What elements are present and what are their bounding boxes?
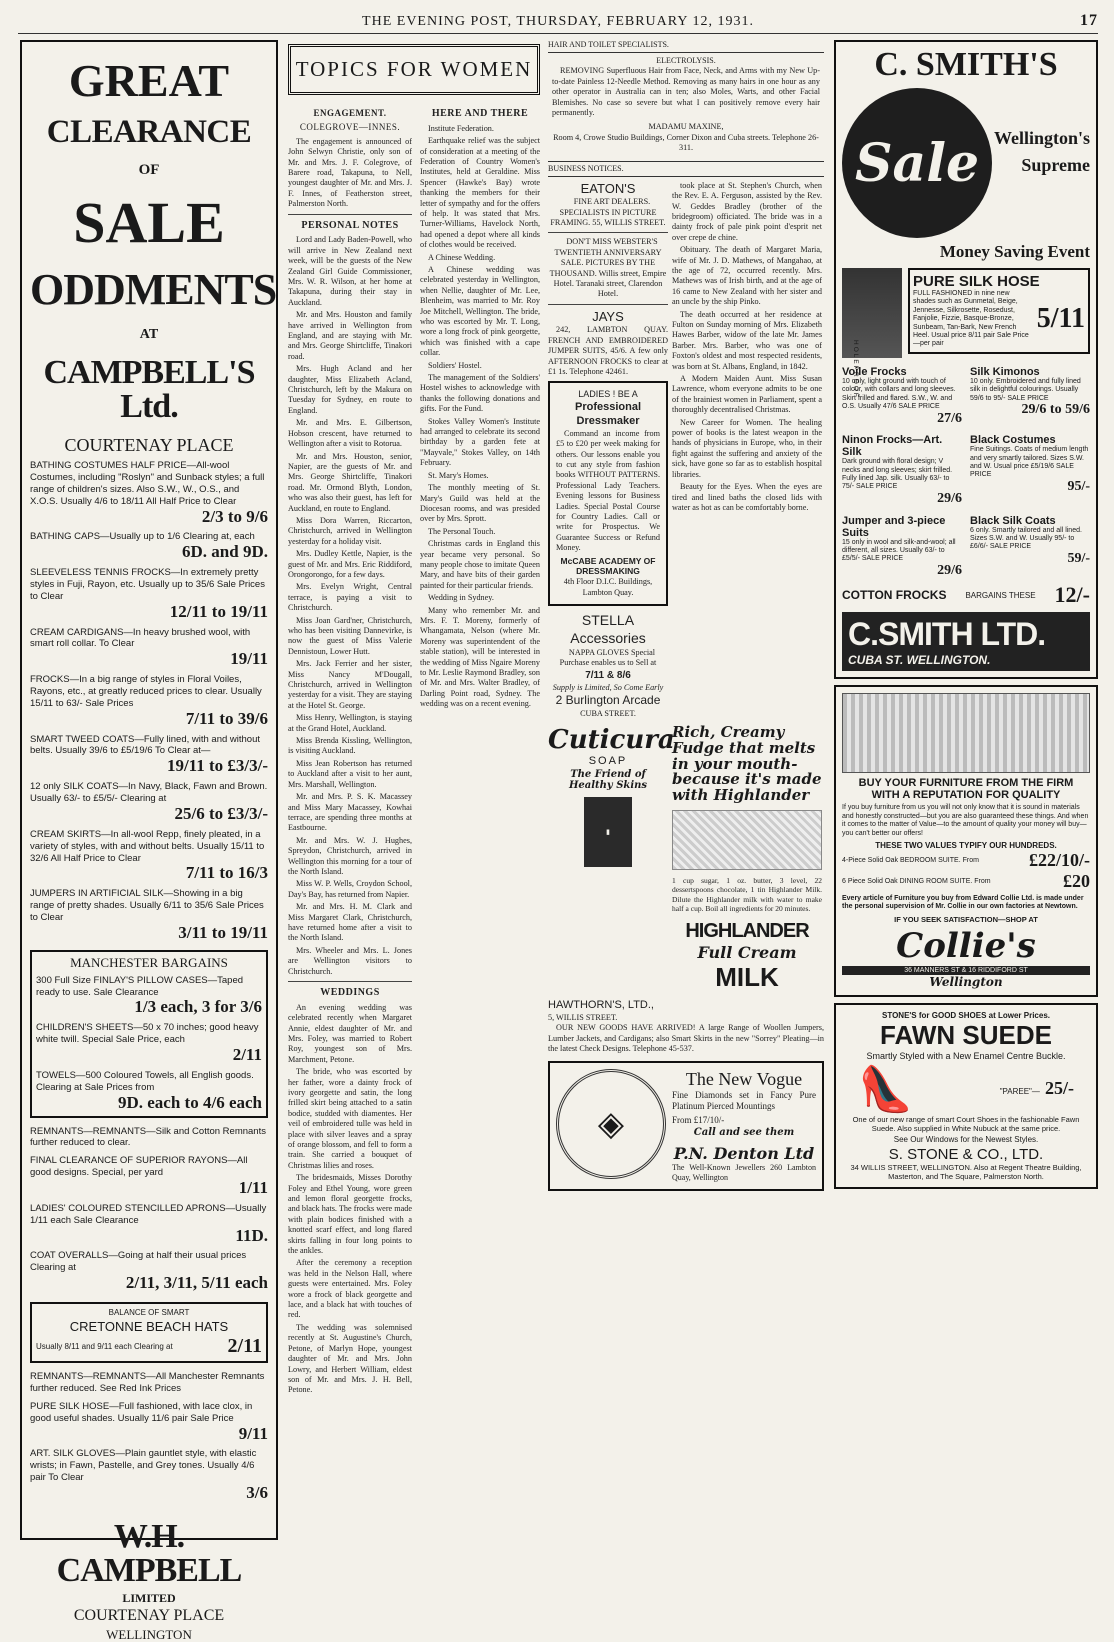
collie-every: Every article of Furniture you buy from Edward Collie Ltd. is made under the personal supervision of Mr. Collie in our own factories at Newtown. [842,894,1084,911]
sale-item-text: CREAM CARDIGANS—In heavy brushed wool, with smart roll collar. To Clear [30,626,251,650]
burlington: 2 Burlington Arcade [555,693,661,708]
more-items-list [30,1126,268,1293]
paragraph: Mrs. Jack Ferrier and her sister, Miss Nancy M'Dougall, Christchurch, arrived in Wellington yesterday for a visit. They are staying at the Hotel St. George. [288,659,412,710]
stella-ad [548,612,668,719]
fudge-recipe: 1 cup sugar, 1 oz. butter, 3 level, 22 dessertspoons chocolate, 1 tin Highlander Milk. Dilute the Highlander milk with water to make half a cup. Boil all ingredients for 20 minutes. [672,875,822,914]
hawthorn-ad [548,999,824,1055]
mccabe-addr: 4th Floor D.I.C. Buildings, Lambton Quay. [563,577,653,597]
topics-column [288,40,540,1540]
page-number: 17 [1080,12,1098,29]
cuticura: Cuticura [548,725,675,756]
paragraph: The monthly meeting of St. Mary's Guild was held at the Diocesan rooms, and was presided over by Mrs. Sprott. [420,483,540,524]
black-costumes: Black Costumes Fine Suitings. Coats of medium length and very smartly tailored. Sizes S.W. and W. Usual price £5/19/6 SALE PRICE 95/- [970,434,1090,494]
sale-item-text: REMNANTS—REMNANTS—Silk and Cotton Remnants further reduced to clear. [30,1125,266,1149]
paragraph: Mr. and Mrs. E. Gilbertson, Hobson crescent, have returned to Wellington after a visit to Rotorua. [288,418,412,449]
sale-item-price: 2/11 [232,1045,262,1065]
electrolysis: ELECTROLYSIS. [656,56,716,66]
supreme: Supreme [1021,155,1090,175]
here-head: HERE AND THERE [431,108,529,119]
hawthorn: HAWTHORN'S, LTD., [548,998,654,1011]
paragraph: Mrs. Hugh Acland and her daughter, Miss Elizabeth Acland, Christchurch, left by the Makura on Tuesday for Sydney, en route to England. [288,364,412,415]
sale-item [30,1448,268,1501]
webster-text: DON'T MISS WEBSTER'S TWENTIETH ANNIVERSARY SALE. PICTURES BY THE THOUSAND. Willis street, Empire Hotel. Taranaki street, Clarendon Hotel. [549,237,667,299]
dress-text: Command an income from £5 to £20 per week making for others. Our lessons enable you to cut any style from fashion books WITHOUT PATTERNS. Professional Lady Teachers. Evening lessons for Business Ladies. Special Postal Course for Country Ladies. Call or write for Prospectus. We Guarantee Success or Refund Money. [556,428,660,553]
paragraph: Miss Henry, Wellington, is staying at the Grand Hotel, Auckland. [288,713,412,733]
stone-windows: See Our Windows for the Newest Styles. [893,1134,1039,1144]
sale-item-price: 2/11, 3/11, 5/11 each [125,1273,268,1293]
collie-shop: IF YOU SEEK SATISFACTION—SHOP AT [894,914,1038,924]
fudge-ad [672,725,822,993]
sale-item-text: TOWELS—500 Coloured Towels, all English goods. Clearing at Sale Prices from [36,1069,254,1093]
sale-item [36,1022,262,1064]
paragraph: A Chinese Wedding. [428,252,496,262]
topics-columns [288,103,540,1398]
engagement-head: ENGAGEMENT. [313,108,387,118]
personal-notes [288,235,412,977]
paragraph: Mr. and Mrs. Houston, senior, Napier, are the guests of Mr. and Mrs. George Shirtcliffe, Tinakori road. Mr. Ormond Blyth, London, who was also their guest, has left for Auckland, en route to England. [288,451,412,513]
paragraph: Christmas cards in England this year became very personal. So many people chose to imitate Queen Mary, and have bits of their garden painted for their particular friends. [420,539,540,590]
jays: JAYS [592,308,624,324]
topics-banner [288,44,540,95]
sale-item-price: 7/11 to 16/3 [185,863,268,883]
paragraph: Wedding in Sydney. [428,593,494,603]
sale-item-text: BATHING CAPS—Usually up to 1/6 Clearing at, each [30,531,255,543]
stella-text: NAPPA GLOVES Special Purchase enables us to Sell at [559,647,657,667]
sale-item-price: 3/6 [246,1483,268,1502]
sale-disc [842,88,992,238]
sale-item-price: 19/11 to £3/3/- [166,756,268,776]
stone-addr: 34 WILLIS STREET, WELLINGTON. Also at Regent Theatre Building, Masterton, and The Square, Palmerston North. [850,1162,1082,1181]
paragraph: Institute Federation. [428,123,494,133]
full-cream: Full Cream [697,942,797,962]
ninon-frocks: Ninon Frocks—Art. Silk Dark ground with floral design; V necks and long sleeves; skirt frilled. Fully lined Jap. silk. Usually 63/- to 75/- SALE PRICE 29/6 [842,434,962,506]
sale-item-price: 25/6 to £3/3/- [174,803,268,823]
vogue-call: Call and see them [693,1126,795,1138]
sale-item-text: ART. SILK GLOVES—Plain gauntlet style, with elastic wrists; in Fawn, Pastelle, and Grey tones. Usually 4/6 pair To Clear [30,1448,257,1484]
at-heading: AT [139,327,159,342]
csmiths: C. SMITH'S [874,46,1058,83]
paragraph: Stokes Valley Women's Institute had arranged to celebrate its second birthday by a garden fete at "Mayvale," Stokes Valley, on 14th February. [420,416,540,468]
stella-supply: Supply is Limited, So Come Early [552,683,664,693]
sale-item [30,1371,268,1395]
weddings-text [288,1003,412,1396]
hawthorn-addr: 5, WILLIS STREET. [548,1012,618,1022]
sale-item-text: PURE SILK HOSE—Full fashioned, with lace clox, in good useful shades. Usually 11/6 pair Sale Price [30,1400,253,1424]
cretonne-text: Usually 8/11 and 9/11 each Clearing at [36,1342,173,1352]
hair-head: HAIR AND TOILET SPECIALISTS. [548,40,824,53]
paragraph: Many who remember Mr. and Mrs. F. T. Moreny, formerly of Whangamata, Nelson (where Mr. Moreny was superintendent of the stable station), will be interested in the wedding of Miss Ngaire Moreny to Mr. Leslie Raymond Bradley, son of Mr. and Mrs. Walter Bradley, of Darling Point road, Sydney. The wedding was on a recent evening. [420,605,540,709]
sale-item-text: SLEEVELESS TENNIS FROCKS—In extremely pretty styles in Fuji, Rayon, etc. Usually up to 35/6 Sale Prices to Clear [30,567,265,602]
sale-item-price: 2/3 to 9/6 [201,506,268,526]
sale-item-text: FROCKS—In a big range of styles in Floral Voiles, Rayons, etc., at greatly reduced prices to clear. Usually 15/11 to 63/- Sale Prices [30,674,262,709]
fudge-image [672,810,822,870]
sale-item-text: 12 only SILK COATS—In Navy, Black, Fawn and Brown. Usually 63/- to £5/5/- Clearing at [30,781,268,805]
collies-logo: Collie's [896,925,1036,966]
of-heading: OF [138,162,160,178]
sale-item [30,1401,268,1443]
fawn-text: Smartly Styled with a New Enamel Centre Buckle. [866,1050,1066,1061]
sale-item [30,1250,268,1292]
hawthorn-text: OUR NEW GOODS HAVE ARRIVED! A large Range of Woollen Jumpers, Lumber Jackets, and Cardigans; also Smart Skirts in the new "Sorrey" Pleating—in the latest Check Designs. Telephone 45-537. [548,1023,824,1054]
store-name: CAMPBELL'S Ltd. [43,354,255,425]
topics-left [288,103,412,1398]
milk: MILK [715,961,779,992]
footer-limited: LIMITED [122,1590,176,1605]
paragraph: The wedding was solemnised recently at St. Augustine's Church, Petone, of Marlyn Hope, youngest daughter of Mr. and Mrs. John Lowry, and Herbert William, eldest son of Mr. and Mrs. J. H. Bell, Petone. [288,1322,412,1395]
denton: P.N. Denton Ltd [673,1143,815,1163]
cretonne-sub: BALANCE OF SMART [108,1308,190,1318]
bargains: BARGAINS THESE [965,590,1036,600]
csmith-banner: C.SMITH LTD. CUBA ST. WELLINGTON. [842,612,1090,671]
shoe-icon: 👠 [858,1063,913,1115]
sale-item-price: 11D. [235,1225,268,1245]
ladies: LADIES ! BE A [578,389,638,400]
sale-item-text: LADIES' COLOURED STENCILLED APRONS—Usually 1/11 each Sale Clearance [30,1202,267,1226]
sale-item-text: FINAL CLEARANCE OF SUPERIOR RAYONS—All good designs. Special, per yard [30,1155,248,1179]
holeproof-tag: HOLEPROOF [852,340,859,399]
furniture-image [842,693,1090,773]
page-header [18,12,1098,34]
bedroom-text: 4-Piece Solid Oak BEDROOM SUITE. From [842,856,979,864]
collie-text: If you buy furniture from us you will not only know that it is sound in materials and honestly constructed—but you are also guaranteed these things. And when it comes to the matter of Value—to the amount of quality your money will buy—you can't better our offers! [842,804,1089,837]
topics-right [420,103,540,1398]
cuba-street: CUBA STREET. [580,708,636,718]
store-location: COURTENAY PLACE [64,435,234,455]
great-heading: GREAT [68,55,230,106]
paragraph: The Personal Touch. [428,526,496,536]
vogue-price: From £17/10/- [672,1115,725,1126]
paragraph: Mrs. Wheeler and Mrs. L. Jones are Wellington visitors to Christchurch. [288,945,412,976]
eatons: EATON'S [580,180,636,196]
paragraph: After the ceremony a reception was held in the Nelson Hall, where guests were entertained. Mrs. Foley wore a frock of black georgette and lace, and a black hat with touches of red. [288,1258,412,1320]
cuticura-ad [548,725,675,993]
paragraph: Soldiers' Hostel. [428,360,482,370]
stone-name: S. STONE & CO., LTD. [888,1145,1044,1163]
collie-addr: 36 MANNERS ST & 16 RIDDIFORD ST [842,966,1090,975]
manchester-items [36,975,262,1112]
business-notices [548,181,668,719]
sale-item-price: 1/11 [238,1178,268,1197]
paragraph: Miss Joan Gard'ner, Christchurch, who has been visiting Dannevirke, is now the guest of Miss Valerie Dennistoun, Lower Hutt. [288,615,412,656]
paragraph: The management of the Soldiers' Hostel wishes to acknowledge with thanks the following donations and gifts. For the Fund. [420,373,540,414]
paragraph: Miss W. P. Wells, Croydon School, Day's Bay, has returned from Napier. [288,879,412,899]
sale-item-price: 7/11 to 39/6 [185,708,268,728]
collie-city: Wellington [929,974,1003,989]
vogue-title: The New Vogue [685,1068,803,1089]
personal-head: PERSONAL NOTES [301,219,399,231]
jumper-suits: Jumper and 3-piece Suits 15 only in wool and silk-and-wool; all different, all sizes. Usually 63/- to £5/5/- SALE PRICE 29/6 [842,514,962,578]
silk-kimonos: Silk Kimonos 10 only. Embroidered and fully lined silk in delightful colourings. Usually 59/6 to 95/- SALE PRICE 29/6 to 59/6 [970,366,1090,418]
sale-item [30,734,268,776]
column-four [834,40,1098,1540]
dining-text: 6 Piece Solid Oak DINING ROOM SUITE. From [842,877,991,885]
fudge-headline: Rich, Creamy Fudge that melts in your mouth-because it's made with Highlander [672,723,822,805]
footer-name: W.H. CAMPBELL [56,1517,242,1589]
sale-item-price: 1/3 each, 3 for 3/6 [134,997,262,1017]
wellingtons: Wellington's [993,128,1090,148]
stella: STELLA Accessories [570,612,646,646]
sale-item [30,567,268,620]
sale-item [30,1203,268,1245]
topics-title: TOPICS FOR WOMEN [295,57,533,81]
stone-text: One of our new range of smart Court Shoes in the fashionable Fawn Suede. Also supplied in White Nubuck at the same price. [852,1114,1080,1133]
stockings-icon [842,268,902,358]
oddments-heading: ODDMENTS [30,265,277,314]
stone-head: STONE'S for GOOD SHOES at Lower Prices. [881,1010,1051,1020]
denton-text: The Well-Known Jewellers 260 Lambton Quay, Wellington [672,1162,816,1182]
masthead: THE EVENING POST, THURSDAY, FEBRUARY 12, 1931. [362,14,754,29]
paragraph: The bridesmaids, Misses Dorothy Foley and Ethel Young, wore green and lemon floral georgette frocks, and black hats. The frocks were made with plain bodices finished with a knotted scarf effect, and long flared skirts falling in four long points to the ankles. [288,1173,412,1256]
manchester-title: MANCHESTER BARGAINS [70,954,228,970]
paree: "PAREE"— [999,1087,1040,1097]
weddings-head: WEDDINGS [320,987,380,998]
sale-items-list [30,460,268,942]
dressmaker-ad [548,381,668,606]
sale-item-text: COAT OVERALLS—Going at half their usual prices Clearing at [30,1250,247,1274]
paragraph: Lord and Lady Baden-Powell, who will arrive in New Zealand next week, will be the guests of the New Zealand Girl Guide Commissioner, Mrs. W. R. Wilson, at her home at Takapuna, during their stay in Auckland. [288,235,412,307]
paragraph: Earthquake relief was the subject of consideration at a meeting of the Federation of Country Women's Institutes, held at Geraldine. Miss Spencer (Hawke's Bay) wrote thanking the members for their letter of sympathy and for the offers of help. It was stated that Mrs. Turner-Williams, Havelock North, had opened a depot where all kinds of clothes would be received. [420,136,540,250]
bedroom-price: £22/10/- [1029,849,1090,870]
hose-text: FULL FASHIONED in nine new shades such as Gunmetal, Beige, Jennesse, Silkrosette, Rosedust, Fanjolie, Fizzie, Basque-Bronze, Sunbeam, Tan-Bark, New French Heel. Usual price 8/11 pair Sale Price—per pair [913,290,1029,348]
cretonne-title: CRETONNE BEACH HATS [69,1319,229,1335]
clearance-heading: CLEARANCE [46,114,252,150]
engagement-sub: COLEGROVE—INNES. [299,122,401,133]
sale-item [30,781,268,823]
denton-ad [548,1061,824,1192]
cretonne-price: 2/11 [227,1335,262,1358]
paragraph: The bride, who was escorted by her father, wore a dainty frock of ivory georgette and satin, the long frilled skirt being attached to a satin bodice, studded with diamentes. Her veil of embroidered tulle was held in place with silver leaves and a spray of orange blossom, and fell to form a train. She carried a bouquet of Christmas lilies and roses. [288,1067,412,1170]
jays-text: 242, LAMBTON QUAY. FRENCH AND EMBROIDERED JUMPER SUITS, 45/6. A few only AFTERNOON FROCKS to clear at £1 1s. Telephone 42461. [548,325,668,376]
fawn-suede: FAWN SUEDE [880,1019,1052,1050]
sale-item-text: SMART TWEED COATS—Fully lined, with and without belts. Usually 39/6 to £5/19/6 To Clear at— [30,733,261,757]
madame-addr: Room 4, Crowe Studio Buildings, Corner Dixon and Cuba streets. Telephone 26-311. [553,132,819,153]
sale-item-text: 300 Full Size FINLAY'S PILLOW CASES—Taped ready to use. Sale Clearance [36,974,244,998]
collie-head1: BUY YOUR FURNITURE FROM THE FIRM [858,777,1074,790]
paragraph: Miss Dora Warren, Riccarton, Christchurch, arrived in Wellington yesterday for a holiday visit. [288,515,412,546]
sale-item [30,829,268,882]
money-saving: Money Saving Event [939,242,1090,261]
engagement-text: The engagement is announced of John Selwyn Christie, only son of Mr. and Mrs. J. F. Colegrove, of Barere road, Takapuna, to Nell, youngest daughter of Mr. and Mrs. J. F. Innes, of Featherston street, Palmerston North. [288,136,412,209]
sale-item-text: CREAM SKIRTS—In all-wool Repp, finely pleated, in a variety of styles, with and without belts. Usually 15/11 to 32/6 All Half Price to Clear [30,828,265,864]
stone-ad [834,1003,1098,1189]
sale-item [36,975,262,1017]
sale-item-price: 9/11 [238,1423,268,1443]
paragraph: Miss Brenda Kissling, Wellington, is visiting Auckland. [288,736,412,756]
sale-item [30,674,268,727]
column-three [548,40,824,1540]
paragraph: Mrs. Dudley Kettle, Napier, is the guest of Mr. and Mrs. Eric Riddiford, Orongorongo, for a few days. [288,549,412,579]
sale-item [30,888,268,941]
sale-item-text: JUMPERS IN ARTIFICIAL SILK—Showing in a big range of pretty shades. Usually 6/11 to 35/6 Sale Prices to Clear [30,888,264,923]
business-head: BUSINESS NOTICES. [548,161,824,177]
hose-price: 5/11 [1036,303,1085,335]
sale-item-text: REMNANTS—REMNANTS—All Manchester Remnants further reduced. See Red Ink Prices [30,1371,265,1394]
stella-price: 7/11 & 8/6 [585,670,631,682]
sale-item [30,1126,268,1150]
collie-head2: WITH A REPUTATION FOR QUALITY [871,789,1061,802]
campbell-ad [20,40,278,1642]
sale-item [30,460,268,525]
paragraph: Mr. and Mrs. Houston and family have arrived in Wellington from England, and are staying with Mr. and Mrs. George Shirtcliffe, Tinakori road. [288,310,412,361]
madame: MADAMU MAXINE, [648,122,724,132]
eatons-text: FINE ART DEALERS. SPECIALISTS IN PICTURE FRAMING. 55, WILLIS STREET. [550,197,666,228]
sale-script: Sale [854,132,980,194]
dining-price: £20 [1063,870,1090,891]
hose-title: PURE SILK HOSE [913,273,1040,290]
vogue-text: Fine Diamonds set in Fancy Pure Platinum Pierced Mountings [672,1089,816,1111]
sale-item-price: 19/11 [230,649,268,669]
paragraph: Mr. and Mrs. H. M. Clark and Miss Margaret Clark, Christchurch, have returned home after a visit to the North Island. [288,902,412,943]
mccabe: McCABE ACADEMY OF DRESSMAKING [560,555,656,577]
here-text [420,124,540,710]
diamond-ring-icon: ◈ [556,1069,666,1179]
sale-item-price: 12/11 to 19/11 [169,601,268,621]
sale-heading: SALE [73,190,225,255]
cotton-frocks: COTTON FROCKS [842,588,947,603]
manchester-box [30,950,268,1118]
cretonne-box [30,1302,268,1363]
paragraph: Mrs. Evelyn Wright, Central terrace, is paying a visit to Christchurch. [288,582,412,613]
sale-item-price: 6D. and 9D. [182,542,268,562]
sale-item [30,1155,268,1197]
voile-frocks: Voile Frocks 10 only, light ground with touch of colour, with collars and long sleeves. Skirt frilled and flared. S.W., W. and O.S. Usually 47/6 SALE PRICE 27/6 [842,366,962,426]
black-silk-coats: Black Silk Coats 6 only. Smartly tailored and all lined. Sizes S.W. and W. Usually 95/- to £6/6/- SALE PRICE 59/- [970,514,1090,566]
paree-price: 25/- [1045,1078,1074,1099]
highlander: HIGHLANDER [685,919,809,942]
topics-continued: took place at St. Stephen's Church, when the Rev. E. A. Ferguson, assisted by the Rev. W. Geddes Bradley (brother of the bridegroom) officiated. The bride was in a dainty frock of pale pink point d'esprit net over crepe de chine. Obituary. The death of Margaret Maria, wife of Mr. J. D. Mathews, of Mangahao, at the age of 72, occurred recently. Mrs. Mathews was of Irish birth, and at the age of 16 came to New Zealand with her sister and an uncle by the ship Pinko. The death occurred at her residence at Fulton on Sunday morning of Mrs. Elizabeth Hawes Barber, widow of the late Mr. James Barber. Mrs. Barber, who was one of Foxton's oldest and most respected residents, was born at St. Albans, England, in 1842. A Modern Maiden Aunt. Miss Susan Lawrence, whom everyone admits to be one of the brainiest women in Parliament, spent a thoroughly decentralised Christmas. New Career for Women. The healing power of books is the latest weapon in the hands of physicians in Europe, who, in their fight against the suffering and anxiety of the sick, have gone so far as to establish hospital libraries. Beauty for the Eyes. When the eyes are tired and lined baths the closed lids with water as hot as can be comfortably borne. [672,180,822,512]
footer-place: COURTENAY PLACE [73,1606,225,1624]
bargain-price: 12/- [1054,582,1090,608]
csmith-ad [834,40,1098,679]
sale-item [36,1070,262,1112]
paragraph: Miss Jean Robertson has returned to Auckland after a visit to her aunt, Mrs. Marshall, Wellington. [288,758,412,789]
sale-item [30,627,268,669]
sale-item-text: CHILDREN'S SHEETS—50 x 70 inches; good heavy white twill. Special Sale Price, each [36,1022,259,1046]
cuticura-soap: SOAP [588,755,628,768]
sale-item [30,531,268,561]
last-items-list [30,1371,268,1502]
dressmaker: Professional Dressmaker [574,400,642,427]
sale-item-price: 3/11 to 19/11 [178,922,268,942]
cuticura-soap-icon: ▮ [584,797,632,867]
paragraph: St. Mary's Homes. [428,470,489,480]
sale-item-text: BATHING COSTUMES HALF PRICE—All-wool Costumes, including "Roslyn" and Sunback styles; a full range of children's sizes. Also S.W., W., O.S., and X.O.S. Usually 4/6 to 18/11 All Half Price to Clear [30,460,265,507]
paragraph: Mr. and Mrs. W. J. Hughes, Spreydon, Christchurch, arrived in Wellington this morning for a tour of the North Island. [288,835,412,876]
cuticura-friend: The Friend of Healthy Skins [568,769,648,792]
paragraph: A Chinese wedding was celebrated yesterday in Wellington, when Nellie, daughter of Mr. Lee, Blenheim, was married to Mr. Roy Joe Mitchell, Wellington. The bride, who was escorted by Mr. T. Long, wore a long frock of pink georgette, which was finished with a cape collar. [420,264,540,358]
footer-city: WELLINGTON [106,1626,192,1642]
paragraph: An evening wedding was celebrated recently when Margaret Annie, eldest daughter of Mr. and Mrs. Foley, was married to Robert Roy, youngest son of Mrs. Marchment, Petone. [288,1002,412,1064]
collie-values: THESE TWO VALUES TYPIFY OUR HUNDREDS. [875,840,1057,850]
csmith-items [842,366,1090,578]
sale-item-price: 9D. each to 4/6 each [117,1092,262,1112]
collie-ad [834,685,1098,996]
paragraph: Mr. and Mrs. P. S. K. Macassey and Miss Mary Macassey, Kowhai terrace, are spending three months at Eastbourne. [288,792,412,833]
hair-text: REMOVING Superfluous Hair from Face, Neck, and Arms with my New Up-to-date Painless 12-Needle Method. Removing as many hairs in one hour as any other operator in Australia can in ten; also Moles, Warts, and other Facial Blemishes. No case so severe but what I can positively remove every hair permanently. [552,66,820,117]
